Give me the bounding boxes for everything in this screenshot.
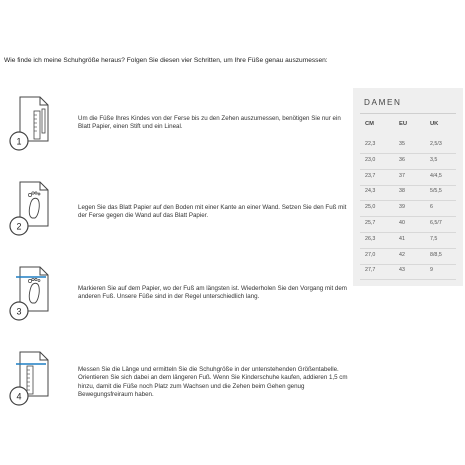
step-4-text: Messen Sie die Länge und ermitteln Sie die Schuhgröße in der untenstehenden Größentabelle. Orientieren Sie sich dabei an dem längeren Fuß. Wenn Sie Kinderschuhe kaufen, addieren 1,5 cm hinzu, damit die Füße noch Platz zum Wachsen und die Zehen beim Gehen genug Bewegungsfreiraum haben. [78, 366, 348, 399]
table-row [353, 236, 463, 245]
cell-uk: 9 [430, 267, 433, 274]
cell-cm: 22,3 [365, 141, 376, 147]
cell-uk: 6,5/7 [430, 220, 442, 226]
table-row [353, 267, 463, 276]
cell-cm: 23,7 [365, 172, 376, 179]
cell-cm: 24,3 [365, 188, 376, 195]
table-row [353, 157, 463, 166]
paper-pen-ruler-icon [8, 95, 50, 153]
header-cm: CM [365, 121, 375, 127]
cell-cm: 25,0 [365, 204, 376, 211]
step-2-text: Legen Sie das Blatt Papier auf den Boden mit einer Kante an einer Wand. Setzen Sie den Fuß mit der Ferse gegen die Wand auf das Blatt Papier. [78, 204, 347, 220]
size-table [353, 88, 463, 286]
cell-uk: 2,5/3 [430, 141, 442, 147]
cell-cm: 27,7 [365, 267, 376, 274]
header-eu: EU [399, 121, 408, 127]
divider [360, 113, 456, 114]
cell-eu: 38 [399, 188, 405, 195]
table-row [353, 173, 463, 182]
table-row [353, 141, 463, 150]
step-4 [8, 350, 348, 410]
cell-uk: 7,5 [430, 235, 438, 242]
cell-cm: 25,7 [365, 220, 376, 226]
foot-on-paper-icon [8, 180, 50, 238]
cell-eu: 42 [399, 251, 405, 258]
step-number: 1 [16, 136, 22, 147]
cell-cm: 26,3 [365, 235, 376, 242]
foot-mark-icon [8, 265, 50, 323]
cell-cm: 27,0 [365, 251, 376, 258]
cell-eu: 41 [399, 235, 405, 242]
step-number: 4 [16, 391, 22, 402]
cell-cm: 23,0 [365, 156, 376, 163]
table-row [353, 188, 463, 197]
cell-eu: 40 [399, 220, 405, 226]
cell-eu: 39 [399, 204, 405, 211]
step-number: 2 [16, 221, 22, 232]
measure-ruler-icon [8, 350, 50, 408]
size-table-title: DAMEN [364, 98, 402, 107]
cell-eu: 43 [399, 267, 405, 274]
step-1 [8, 95, 348, 155]
step-1-text: Um die Füße Ihres Kindes von der Ferse bis zu den Zehen auszumessen, benötigen Sie nur ein Blatt Papier, einen Stift und ein Lineal. [78, 115, 341, 131]
table-row [353, 220, 463, 229]
header-uk: UK [430, 121, 439, 127]
cell-uk: 5/5,5 [430, 188, 442, 195]
cell-uk: 3,5 [430, 156, 438, 163]
step-3-text: Markieren Sie auf dem Papier, wo der Fuß am längsten ist. Wiederholen Sie den Vorgang mit dem anderen Fuß. Unsere Füße sind in der Regel unterschiedlich lang. [78, 285, 347, 301]
size-table-header [353, 121, 463, 130]
table-row [353, 252, 463, 261]
step-3 [8, 265, 348, 325]
cell-eu: 35 [399, 141, 405, 147]
intro-text: Wie finde ich meine Schuhgröße heraus? Folgen Sie diesen vier Schritten, um Ihre Füße genau auszumessen: [4, 57, 328, 64]
cell-eu: 37 [399, 172, 405, 179]
table-row [353, 204, 463, 213]
cell-uk: 6 [430, 204, 433, 211]
step-2 [8, 180, 348, 240]
cell-uk: 4/4,5 [430, 172, 442, 179]
step-number: 3 [16, 306, 22, 317]
cell-uk: 8/8,5 [430, 251, 442, 258]
cell-eu: 36 [399, 156, 405, 163]
